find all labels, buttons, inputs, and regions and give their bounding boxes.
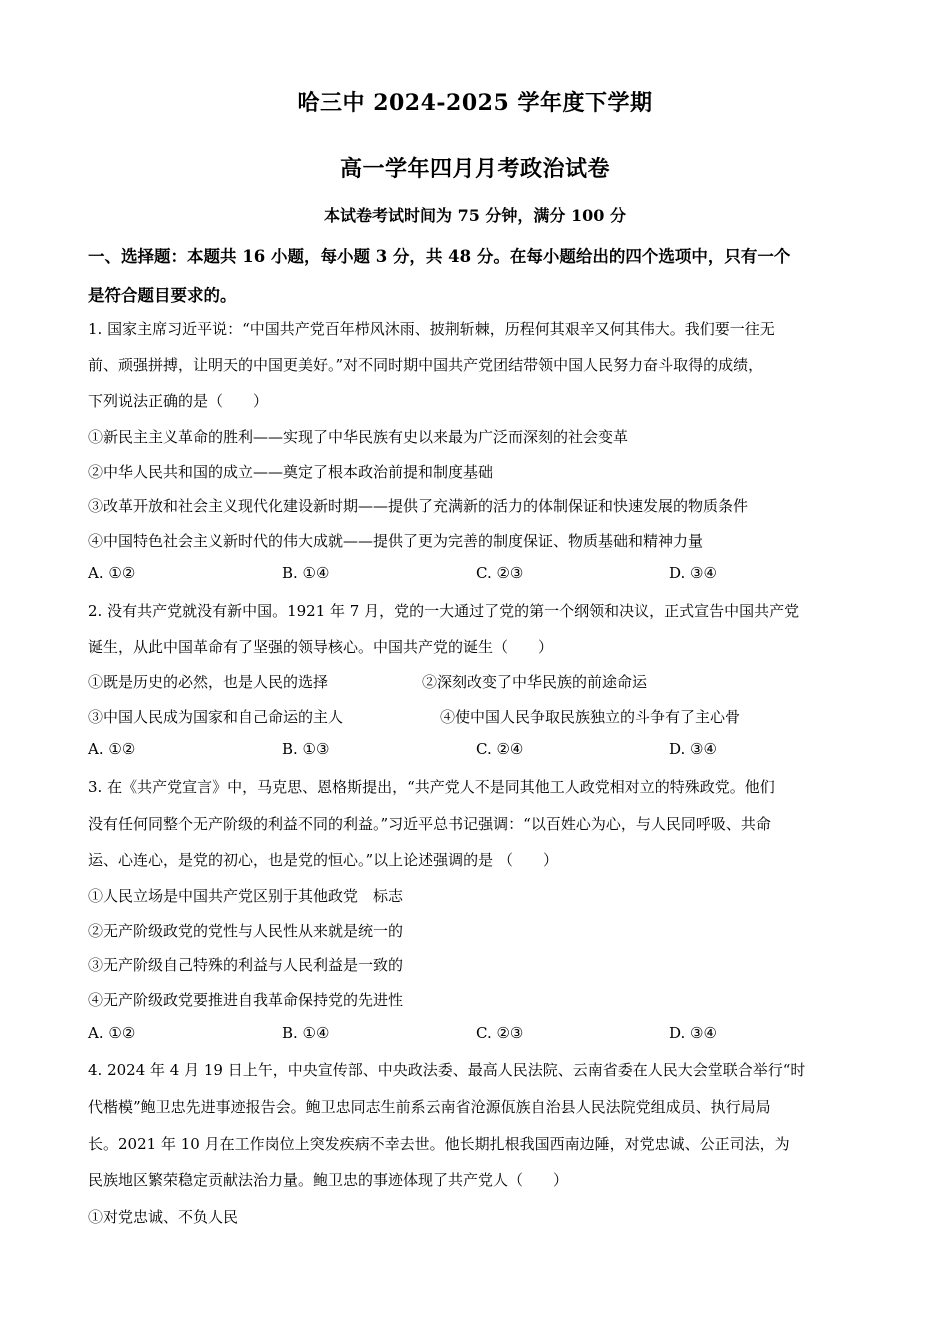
q3-option-b: B. ①④ bbox=[282, 1024, 330, 1042]
exam-title-line1: 哈三中 2024-2025 学年度下学期 bbox=[297, 90, 653, 116]
q2-item-2: ②深刻改变了中华民族的前途命运 bbox=[422, 673, 648, 691]
exam-title-line2: 高一学年四月月考政治试卷 bbox=[339, 156, 610, 182]
q4-stem-line3: 长。2021 年 10 月在工作岗位上突发疾病不幸去世。他长期扎根我国西南边陲，对党忠诚、公正司法，为 bbox=[88, 1135, 790, 1153]
q1-item-1: ①新民主主义革命的胜利——实现了中华民族有史以来最为广泛而深刻的社会变革 bbox=[88, 428, 629, 446]
q1-item-3: ③改革开放和社会主义现代化建设新时期——提供了充满新的活力的体制保证和快速发展的物质条件 bbox=[88, 497, 749, 515]
q2-option-b: B. ①③ bbox=[282, 740, 330, 758]
q1-stem-line3: 下列说法正确的是（ ） bbox=[88, 392, 269, 410]
q4-stem-line2: 代楷模”鲍卫忠先进事迹报告会。鲍卫忠同志生前系云南省沧源佤族自治县人民法院党组成员、执行局局 bbox=[88, 1098, 771, 1116]
q1-stem-line2: 前、顽强拼搏，让明天的中国更美好。”对不同时期中国共产党团结带领中国人民努力奋斗取得的成绩， bbox=[88, 356, 764, 374]
q2-option-c: C. ②④ bbox=[476, 740, 524, 758]
q3-option-a: A. ①② bbox=[88, 1024, 136, 1042]
q2-item-1: ①既是历史的必然，也是人民的选择 bbox=[88, 673, 329, 691]
q3-option-c: C. ②③ bbox=[476, 1024, 524, 1042]
q4-stem-line4: 民族地区繁荣稳定贡献法治力量。鲍卫忠的事迹体现了共产党人（ ） bbox=[88, 1171, 569, 1189]
q3-item-2: ②无产阶级政党的党性与人民性从来就是统一的 bbox=[88, 922, 404, 940]
q4-item-1: ①对党忠诚、不负人民 bbox=[88, 1208, 239, 1226]
q3-stem-line3: 运、心连心，是党的初心，也是党的恒心。”以上论述强调的是 （ ） bbox=[88, 851, 558, 869]
q1-option-d: D. ③④ bbox=[669, 564, 717, 582]
section-heading-line1: 一、选择题：本题共 16 小题，每小题 3 分，共 48 分。在每小题给出的四个选项中，只有一个 bbox=[88, 247, 791, 266]
q1-option-c: C. ②③ bbox=[476, 564, 524, 582]
q1-option-a: A. ①② bbox=[88, 564, 136, 582]
section-heading-line2: 是符合题目要求的。 bbox=[88, 286, 237, 305]
q2-stem-line1: 2. 没有共产党就没有新中国。1921 年 7 月，党的一大通过了党的第一个纲领和决议，正式宣告中国共产党 bbox=[88, 602, 800, 620]
q3-item-1: ①人民立场是中国共产党区别于其他政党 标志 bbox=[88, 887, 404, 905]
exam-time-info: 本试卷考试时间为 75 分钟，满分 100 分 bbox=[324, 206, 626, 225]
q3-stem-line1: 3. 在《共产党宣言》中，马克思、恩格斯提出，“共产党人不是同其他工人政党相对立的特殊政党。他们 bbox=[88, 778, 775, 796]
q3-item-3: ③无产阶级自己特殊的利益与人民利益是一致的 bbox=[88, 956, 404, 974]
q2-item-3: ③中国人民成为国家和自己命运的主人 bbox=[88, 708, 344, 726]
q1-item-2: ②中华人民共和国的成立——奠定了根本政治前提和制度基础 bbox=[88, 463, 494, 481]
q2-option-a: A. ①② bbox=[88, 740, 136, 758]
q1-option-b: B. ①④ bbox=[282, 564, 330, 582]
q2-stem-line2: 诞生，从此中国革命有了坚强的领导核心。中国共产党的诞生（ ） bbox=[88, 638, 554, 656]
q2-option-d: D. ③④ bbox=[669, 740, 717, 758]
q1-item-4: ④中国特色社会主义新时代的伟大成就——提供了更为完善的制度保证、物质基础和精神力量 bbox=[88, 532, 704, 550]
q1-stem-line1: 1. 国家主席习近平说：“中国共产党百年栉风沐雨、披荆斩棘，历程何其艰辛又何其伟大。我们要一往无 bbox=[88, 320, 775, 338]
q4-stem-line1: 4. 2024 年 4 月 19 日上午，中央宣传部、中央政法委、最高人民法院、云南省委在人民大会堂联合举行“时 bbox=[88, 1061, 806, 1079]
q2-item-4: ④使中国人民争取民族独立的斗争有了主心骨 bbox=[440, 708, 741, 726]
q3-option-d: D. ③④ bbox=[669, 1024, 717, 1042]
q3-stem-line2: 没有任何同整个无产阶级的利益不同的利益。”习近平总书记强调：“以百姓心为心，与人民同呼吸、共命 bbox=[88, 815, 771, 833]
q3-item-4: ④无产阶级政党要推进自我革命保持党的先进性 bbox=[88, 991, 404, 1009]
